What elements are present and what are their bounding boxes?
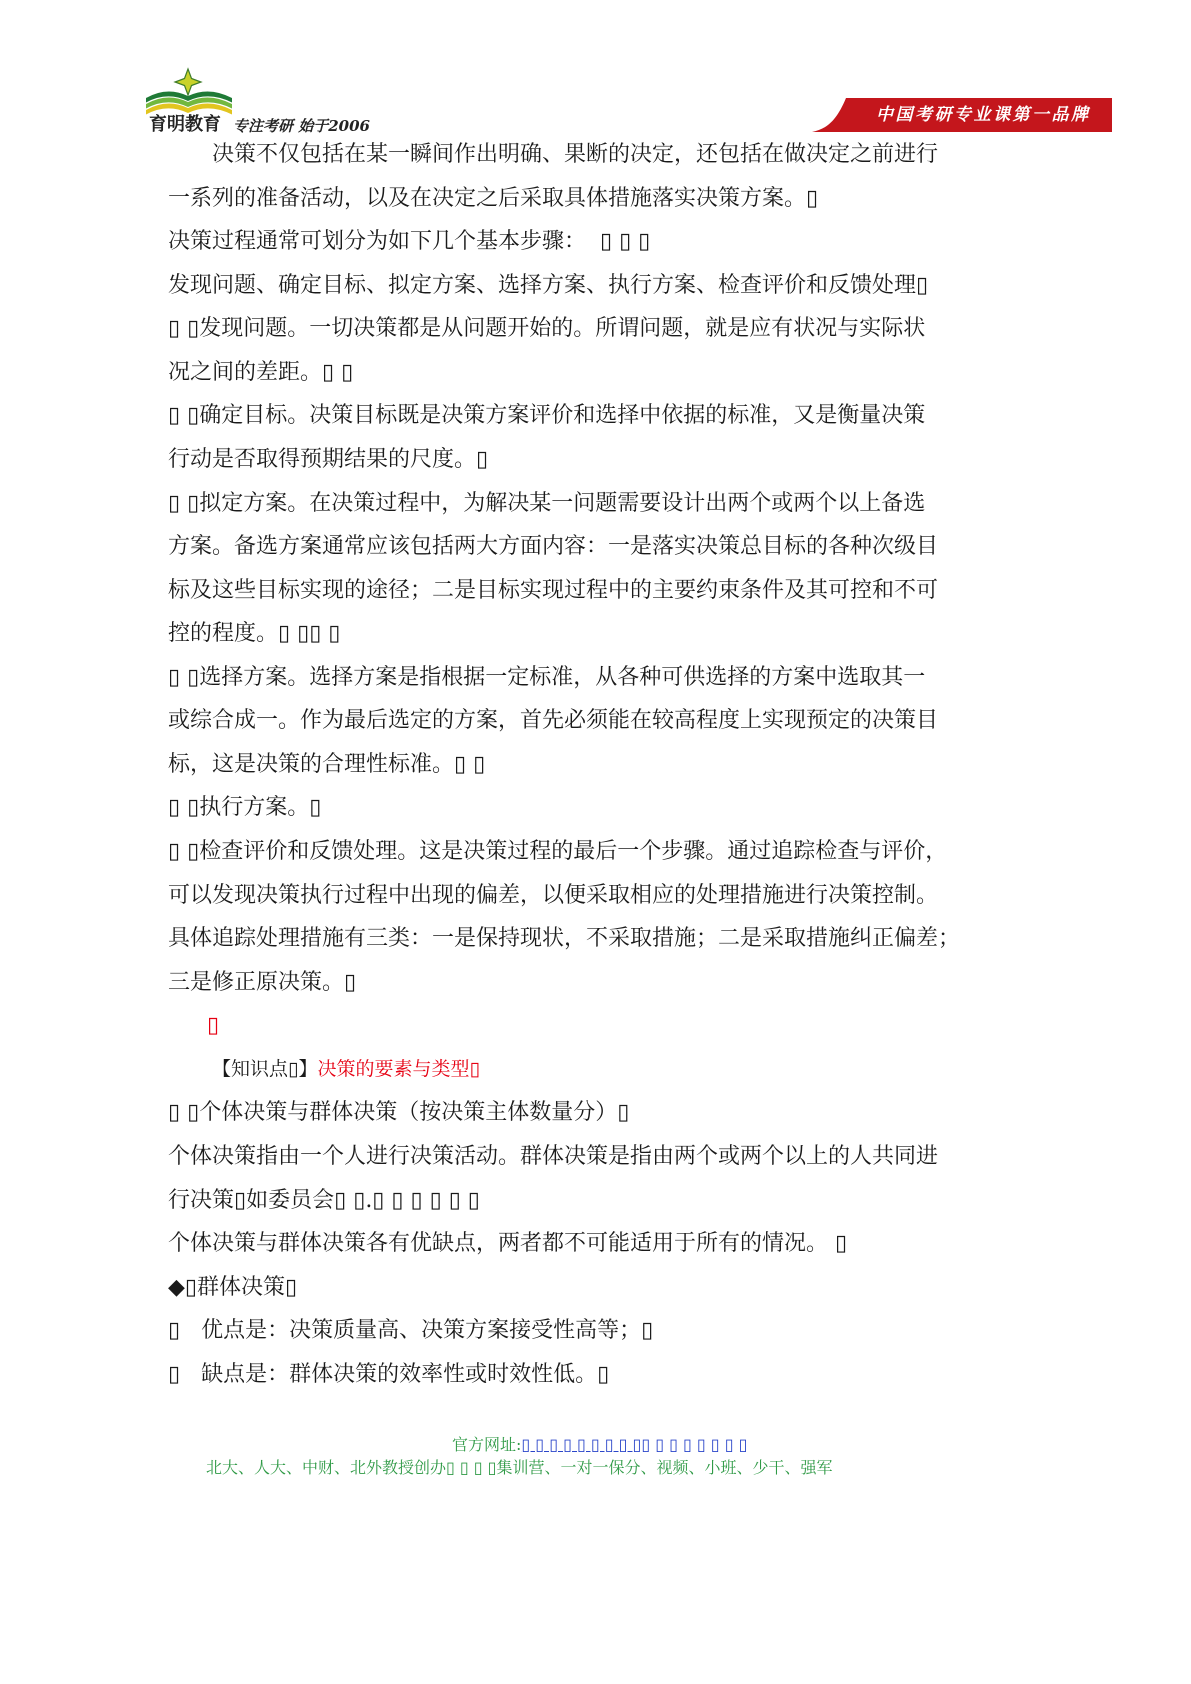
paragraph-line: 决策不仅包括在某一瞬间作出明确、果断的决定，还包括在做决定之前进行 bbox=[212, 142, 939, 167]
disadvantages-line: ▯ 缺点是：群体决策的效率性或时效性低。▯ bbox=[168, 1361, 610, 1387]
bullet-heading: ◆▯群体决策▯ bbox=[168, 1274, 298, 1300]
paragraph-line: 方案。备选方案通常应该包括两大方面内容：一是落实决策总目标的各种次级目 bbox=[168, 534, 939, 560]
footer-website bbox=[452, 1434, 747, 1456]
knowledge-point-heading bbox=[168, 1048, 968, 1092]
paragraph-line: ▯ ▯检查评价和反馈处理。这是决策过程的最后一个步骤。通过追踪检查与评价， bbox=[168, 839, 948, 864]
paragraph-line: 标及这些目标实现的途径；二是目标实现过程中的主要约束条件及其可控和不可 bbox=[168, 577, 939, 603]
paragraph-line: 决策过程通常可划分为如下几个基本步骤： ▯ ▯ ▯ bbox=[168, 229, 651, 255]
footer-tagline: 北大、人大、中财、北外教授创办▯ ▯ ▯ ▯集训营、一对一保分、视频、小班、少干、强军 bbox=[206, 1458, 833, 1477]
paragraph-line: 控的程度。▯ ▯▯ ▯ bbox=[168, 621, 341, 647]
paragraph-line: ▯ ▯确定目标。决策目标既是决策方案评价和选择中依据的标准，又是衡量决策 bbox=[168, 403, 926, 429]
advantages-line: ▯ 优点是：决策质量高、决策方案接受性高等；▯ bbox=[168, 1318, 654, 1344]
website-label: 官方网址: bbox=[452, 1435, 522, 1454]
website-tail: ▯ ▯ ▯ ▯ ▯ ▯ ▯ ▯ bbox=[641, 1435, 748, 1454]
paragraph-line: ▯ ▯选择方案。选择方案是指根据一定标准，从各种可供选择的方案中选取其一 bbox=[168, 664, 926, 690]
document-body bbox=[168, 133, 968, 1396]
paragraph-line: 具体追踪处理措施有三类：一是保持现状，不采取措施；二是采取措施纠正偏差； bbox=[168, 926, 961, 952]
paragraph-line: 况之间的差距。▯ ▯ bbox=[168, 359, 354, 385]
paragraph-line: ▯ ▯个体决策与群体决策（按决策主体数量分）▯ bbox=[168, 1100, 630, 1126]
paragraph-line: ▯ ▯发现问题。一切决策都是从问题开始的。所谓问题，就是应有状况与实际状 bbox=[168, 316, 926, 342]
paragraph-line: 行动是否取得预期结果的尺度。▯ bbox=[168, 446, 489, 472]
knowledge-point-label: 【知识点▯】 bbox=[212, 1057, 318, 1080]
paragraph-line: 可以发现决策执行过程中出现的偏差，以便采取相应的处理措施进行决策控制。 bbox=[168, 882, 939, 908]
paragraph-line: 三是修正原决策。▯ bbox=[168, 969, 357, 995]
paragraph-line: 标，这是决策的合理性标准。▯ ▯ bbox=[168, 751, 486, 777]
paragraph-line: 或综合成一。作为最后选定的方案，首先必须能在较高程度上实现预定的决策目 bbox=[168, 708, 939, 734]
logo-slogan: 专注考研 始于2006 bbox=[233, 117, 370, 135]
paragraph-line: ▯ ▯执行方案。▯ bbox=[168, 795, 322, 821]
yuming-logo-icon bbox=[140, 64, 240, 120]
paragraph-line: 发现问题、确定目标、拟定方案、选择方案、执行方案、检查评价和反馈处理▯ bbox=[168, 272, 929, 298]
red-marker: ▯ bbox=[207, 1013, 220, 1039]
paragraph-line: 一系列的准备活动，以及在决定之后采取具体措施落实决策方案。▯ bbox=[168, 185, 819, 211]
website-link[interactable]: ▯ ▯ ▯ ▯ ▯ ▯ ▯ ▯ ▯ bbox=[521, 1435, 642, 1454]
paragraph-line: 个体决策与群体决策各有优缺点，两者都不可能适用于所有的情况。 ▯ bbox=[168, 1231, 848, 1257]
knowledge-point-title: 决策的要素与类型▯ bbox=[317, 1057, 480, 1080]
paragraph-line: 行决策▯如委员会▯ ▯.▯ ▯ ▯ ▯ ▯ ▯ bbox=[168, 1187, 480, 1213]
header-banner-text: 中国考研专业课第一品牌 bbox=[876, 105, 1091, 125]
paragraph-line: ▯ ▯拟定方案。在决策过程中，为解决某一问题需要设计出两个或两个以上备选 bbox=[168, 490, 926, 516]
paragraph-line: 个体决策指由一个人进行决策活动。群体决策是指由两个或两个以上的人共同进 bbox=[168, 1143, 939, 1169]
logo-name: 育明教育 bbox=[149, 114, 221, 135]
